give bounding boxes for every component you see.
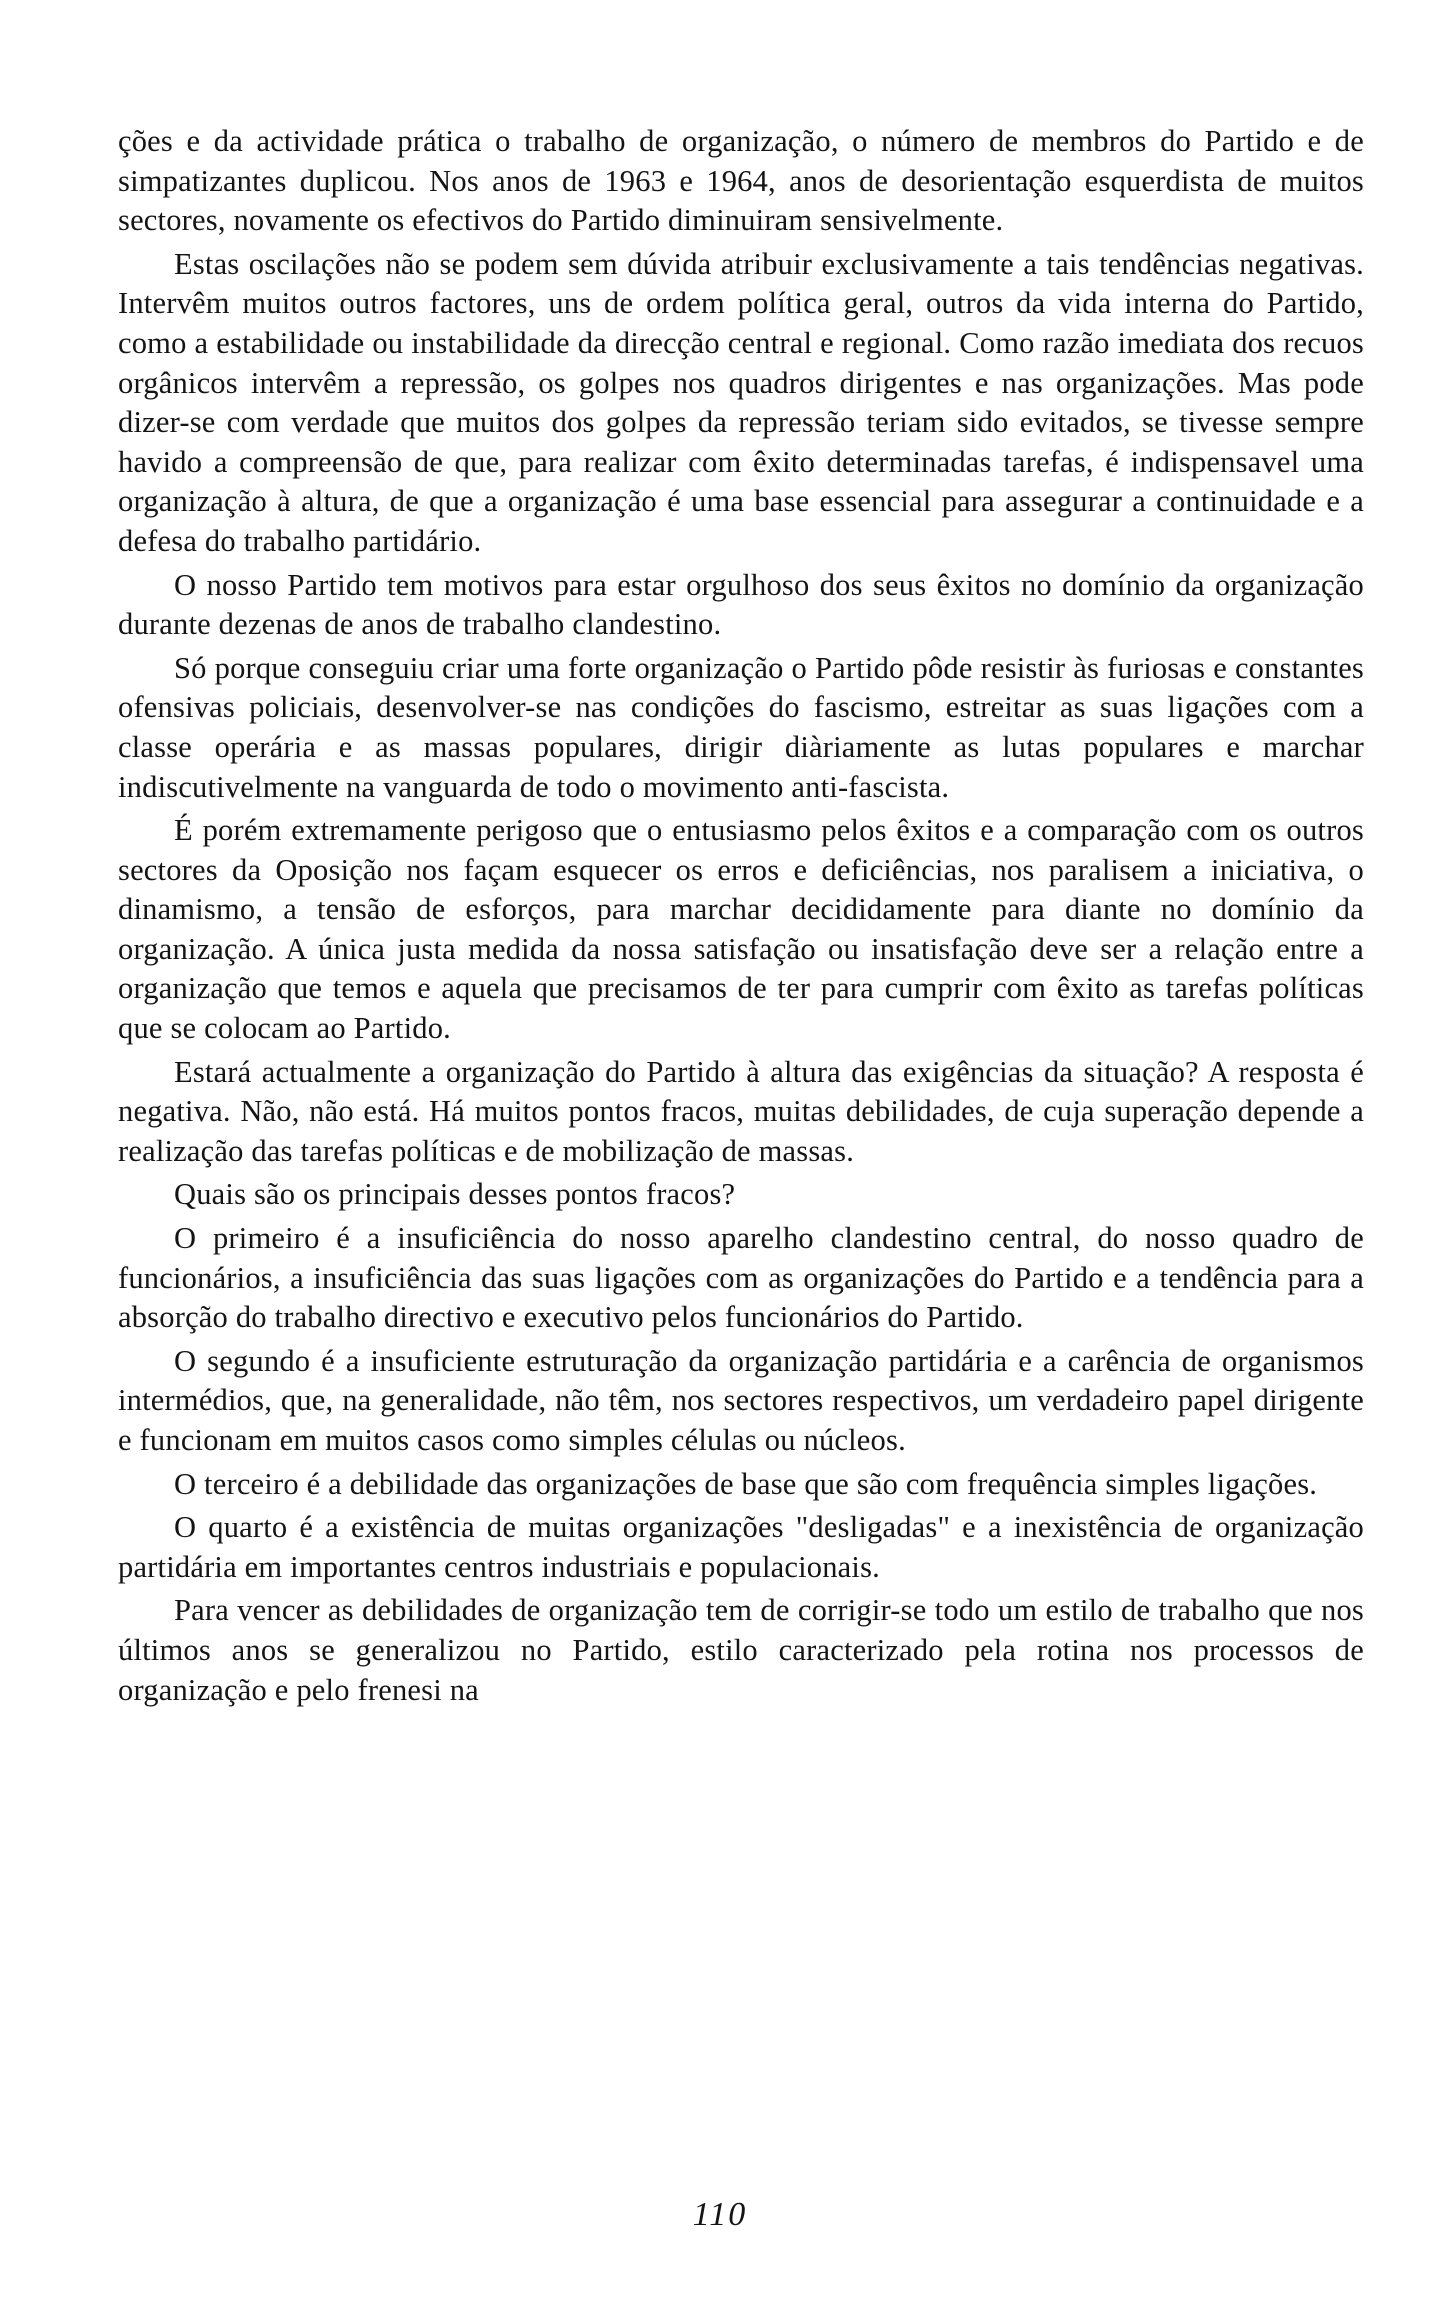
page-number: 110: [692, 2196, 748, 2233]
paragraph: O primeiro é a insuficiência do nosso aparelho clandestino central, do nosso quadro de funcionários, a insuficiência das suas ligações com as organizações do Partido e a tendência para a absorção do trabalho directivo e executivo pelos funcionários do Partido.: [118, 1221, 1364, 1335]
paragraph: Estas oscilações não se podem sem dúvida atribuir exclusivamente a tais tendências negativas. Intervêm muitos outros factores, uns de ordem política geral, outros da vida interna do Partido, como a estabilidade ou instabilidade da direcção central e regional. Como razão imediata dos recuos orgânicos intervêm a repressão, os golpes nos quadros dirigentes e nas organizações. Mas pode dizer-se com verdade que muitos dos golpes da repressão teriam sido evitados, se tivesse sempre havido a compreensão de que, para realizar com êxito determinadas tarefas, é indispensavel uma organização à altura, de que a organização é uma base essencial para assegurar a continuidade e a defesa do trabalho partidário.: [118, 246, 1364, 558]
paragraph: O quarto é a existência de muitas organizações "desligadas" e a inexistência de organização partidária em importantes centros industriais e populacionais.: [118, 1510, 1364, 1584]
paragraph: Só porque conseguiu criar uma forte organização o Partido pôde resistir às furiosas e constantes ofensivas policiais, desenvolver-se nas condições do fascismo, estreitar as suas ligações com a classe operária e as massas populares, dirigir diàriamente as lutas populares e marchar indiscutivelmente na vanguarda de todo o movimento anti-fascista.: [118, 650, 1364, 804]
body-text: [118, 122, 1364, 1714]
paragraph: Quais são os principais desses pontos fracos?: [174, 1177, 736, 1212]
paragraph: É porém extremamente perigoso que o entusiasmo pelos êxitos e a comparação com os outros sectores da Oposição nos façam esquecer os erros e deficiências, nos paralisem a iniciativa, o dinamismo, a tensão de esforços, para marchar decididamente para diante no domínio da organização. A única justa medida da nossa satisfação ou insatisfação deve ser a relação entre a organização que temos e aquela que precisamos de ter para cumprir com êxito as tarefas políticas que se colocam ao Partido.: [118, 813, 1364, 1046]
paragraph: Estará actualmente a organização do Partido à altura das exigências da situação? A resposta é negativa. Não, não está. Há muitos pontos fracos, muitas debilidades, de cuja superação depende a realização das tarefas políticas e de mobilização de massas.: [118, 1054, 1364, 1168]
paragraph-continued: ções e da actividade prática o trabalho de organização, o número de membros do Partido e de simpatizantes duplicou. Nos anos de 1963 e 1964, anos de desorientação esquerdista de muitos sectores, novamente os efectivos do Partido diminuiram sensivelmente.: [118, 124, 1364, 238]
paragraph: O terceiro é a debilidade das organizações de base que são com frequência simples ligações.: [174, 1466, 1318, 1501]
paragraph: O nosso Partido tem motivos para estar orgulhoso dos seus êxitos no domínio da organização durante dezenas de anos de trabalho clandestino.: [118, 567, 1364, 642]
paragraph: Para vencer as debilidades de organização tem de corrigir-se todo um estilo de trabalho que nos últimos anos se generalizou no Partido, estilo caracterizado pela rotina nos processos de organização e pelo frenesi na: [118, 1593, 1364, 1707]
paragraph: O segundo é a insuficiente estruturação da organização partidária e a carência de organismos intermédios, que, na generalidade, não têm, nos sectores respectivos, um verdadeiro papel dirigente e funcionam em muitos casos como simples células ou núcleos.: [118, 1343, 1364, 1457]
